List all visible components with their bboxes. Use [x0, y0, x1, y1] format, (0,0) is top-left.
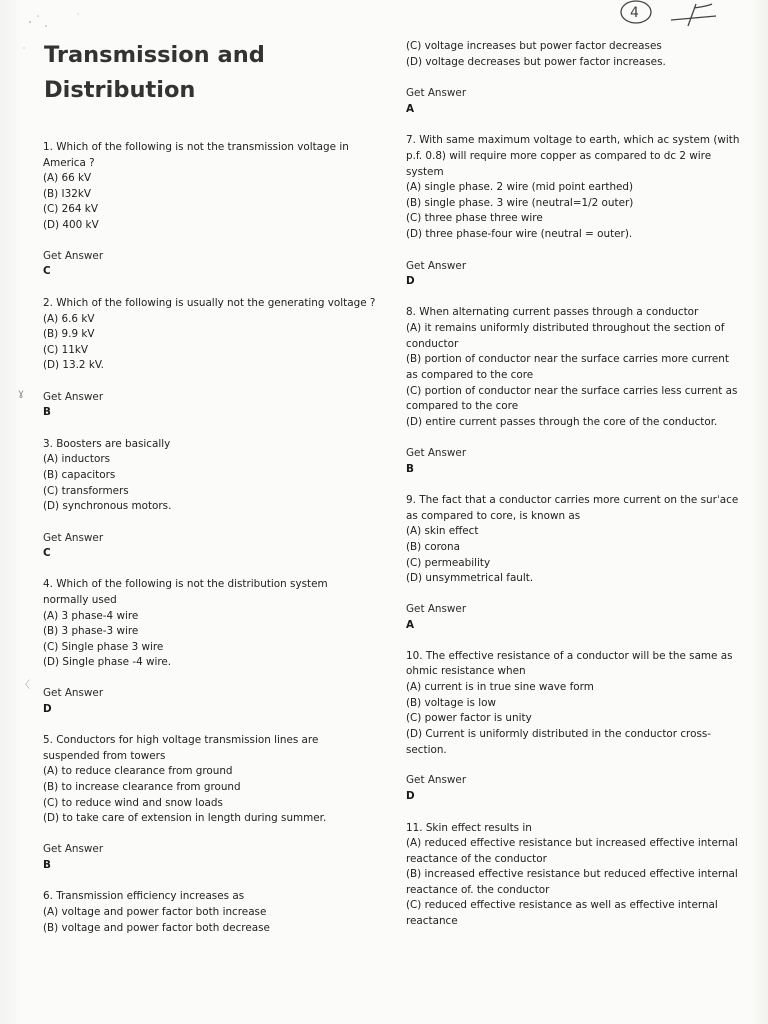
question-text-line: suspended from towers: [43, 750, 166, 762]
question-text-line: (C) three phase three wire: [406, 212, 543, 224]
get-answer-link[interactable]: Get Answer: [406, 260, 467, 272]
answer-letter: D: [43, 703, 52, 715]
question-text-line: (B) to increase clearance from ground: [43, 781, 241, 793]
answer-letter: B: [43, 406, 51, 418]
get-answer-link[interactable]: Get Answer: [43, 532, 104, 544]
answer-letter: D: [406, 790, 415, 802]
question-text-line: 3. Boosters are basically: [43, 438, 171, 450]
question-text-line: (B) I32kV: [43, 188, 91, 200]
question-text-line: (D) voltage decreases but power factor increases.: [406, 56, 666, 68]
get-answer-link[interactable]: Get Answer: [43, 250, 104, 262]
question-text-line: (A) voltage and power factor both increase: [43, 906, 267, 918]
get-answer-link[interactable]: Get Answer: [406, 603, 467, 615]
question-text-line: 6. Transmission efficiency increases as: [43, 890, 245, 902]
get-answer-link[interactable]: Get Answer: [406, 774, 467, 786]
question-text-line: (B) corona: [406, 541, 460, 553]
question-text-line: (B) increased effective resistance but reduced effective internal: [406, 868, 738, 880]
get-answer-link[interactable]: Get Answer: [43, 687, 104, 699]
question-text-line: (D) to take care of extension in length during summer.: [43, 812, 327, 824]
question-text-line: (D) 400 kV: [43, 219, 99, 231]
question-text-line: 10. The effective resistance of a conductor will be the same as: [406, 650, 733, 662]
question-text-line: conductor: [406, 338, 459, 350]
question-text-line: reactance: [406, 915, 458, 927]
question-text-line: (B) voltage and power factor both decrease: [43, 922, 270, 934]
question-text-line: (C) voltage increases but power factor decreases: [406, 40, 662, 52]
question-text-line: system: [406, 166, 444, 178]
get-answer-link[interactable]: Get Answer: [406, 87, 467, 99]
question-text-line: ohmic resistance when: [406, 665, 526, 677]
answer-letter: B: [43, 859, 51, 871]
answer-letter: A: [406, 103, 415, 115]
question-text-line: (C) Single phase 3 wire: [43, 641, 164, 653]
question-text-line: 9. The fact that a conductor carries more current on the surˈace: [406, 494, 739, 506]
answer-letter: C: [43, 265, 51, 277]
question-text-line: (B) portion of conductor near the surface carries more current: [406, 353, 729, 365]
answer-letter: C: [43, 547, 51, 559]
question-text-line: (A) 66 kV: [43, 172, 92, 184]
question-text-line: 4. Which of the following is not the distribution system: [43, 578, 328, 590]
question-text-line: (D) Current is uniformly distributed in the conductor cross-: [406, 728, 712, 740]
question-text-line: compared to the core: [406, 400, 519, 412]
question-text-line: (B) voltage is low: [406, 697, 497, 709]
question-text-line: (A) reduced effective resistance but increased effective internal: [406, 837, 738, 849]
answer-letter: A: [406, 619, 415, 631]
question-text-line: (D) unsymmetrical fault.: [406, 572, 534, 584]
question-text-line: (A) skin effect: [406, 525, 479, 537]
get-answer-link[interactable]: Get Answer: [406, 447, 467, 459]
question-text-line: (D) entire current passes through the core of the conductor.: [406, 416, 718, 428]
question-text-line: (C) reduced effective resistance as well as effective internal: [406, 899, 718, 911]
title-line-2: Distribution: [44, 77, 196, 103]
question-text-line: (B) single phase. 3 wire (neutral=1/2 outer): [406, 197, 634, 209]
question-text-line: (C) transformers: [43, 485, 129, 497]
question-text-line: reactance of. the conductor: [406, 884, 550, 896]
question-text-line: (D) three phase-four wire (neutral = outer).: [406, 228, 633, 240]
question-text-line: as compared to the core: [406, 369, 534, 381]
question-text-line: (A) to reduce clearance from ground: [43, 765, 233, 777]
question-text-line: America ?: [43, 157, 95, 169]
question-text-line: reactance of the conductor: [406, 853, 547, 865]
title-line-1: Transmission and: [44, 42, 265, 68]
question-text-line: 7. With same maximum voltage to earth, which ac system (with: [406, 134, 740, 146]
question-text-line: (C) to reduce wind and snow loads: [43, 797, 223, 809]
question-text-line: 5. Conductors for high voltage transmission lines are: [43, 734, 319, 746]
get-answer-link[interactable]: Get Answer: [43, 843, 104, 855]
question-text-line: (A) current is in true sine wave form: [406, 681, 594, 693]
question-text-line: (A) it remains uniformly distributed throughout the section of: [406, 322, 725, 334]
question-text-line: section.: [406, 744, 447, 756]
pen-tick-mark: ɣ: [18, 388, 24, 399]
question-text-line: p.f. 0.8) will require more copper as compared to dc 2 wire: [406, 150, 712, 162]
question-text-line: normally used: [43, 594, 117, 606]
question-text-line: (D) 13.2 kV.: [43, 359, 104, 371]
question-text-line: (C) permeability: [406, 557, 491, 569]
question-text-line: (A) 3 phase-4 wire: [43, 610, 139, 622]
pen-tick-mark: 〈: [20, 680, 30, 691]
svg-text:4: 4: [630, 5, 639, 21]
question-text-line: (D) synchronous motors.: [43, 500, 172, 512]
question-text-line: (D) Single phase -4 wire.: [43, 656, 172, 668]
question-text-line: (C) power factor is unity: [406, 712, 532, 724]
question-text-line: (A) single phase. 2 wire (mid point earthed): [406, 181, 634, 193]
question-text-line: (C) 264 kV: [43, 203, 98, 215]
question-text-line: (C) portion of conductor near the surface carries less current as: [406, 385, 738, 397]
question-text-line: (B) capacitors: [43, 469, 116, 481]
question-text-line: 8. When alternating current passes through a conductor: [406, 306, 699, 318]
answer-letter: B: [406, 463, 414, 475]
handwritten-mark: [616, 0, 726, 30]
question-text-line: (B) 3 phase-3 wire: [43, 625, 139, 637]
question-text-line: 1. Which of the following is not the transmission voltage in: [43, 141, 349, 153]
question-text-line: (A) inductors: [43, 453, 111, 465]
question-text-line: 11. Skin effect results in: [406, 822, 532, 834]
get-answer-link[interactable]: Get Answer: [43, 391, 104, 403]
question-text-line: as compared to core, is known as: [406, 510, 581, 522]
question-text-line: (A) 6.6 kV: [43, 313, 95, 325]
page-title: [44, 38, 364, 108]
question-text-line: (B) 9.9 kV: [43, 328, 95, 340]
answer-letter: D: [406, 275, 415, 287]
question-text-line: 2. Which of the following is usually not the generating voltage ?: [43, 297, 376, 309]
question-text-line: (C) 11kV: [43, 344, 89, 356]
